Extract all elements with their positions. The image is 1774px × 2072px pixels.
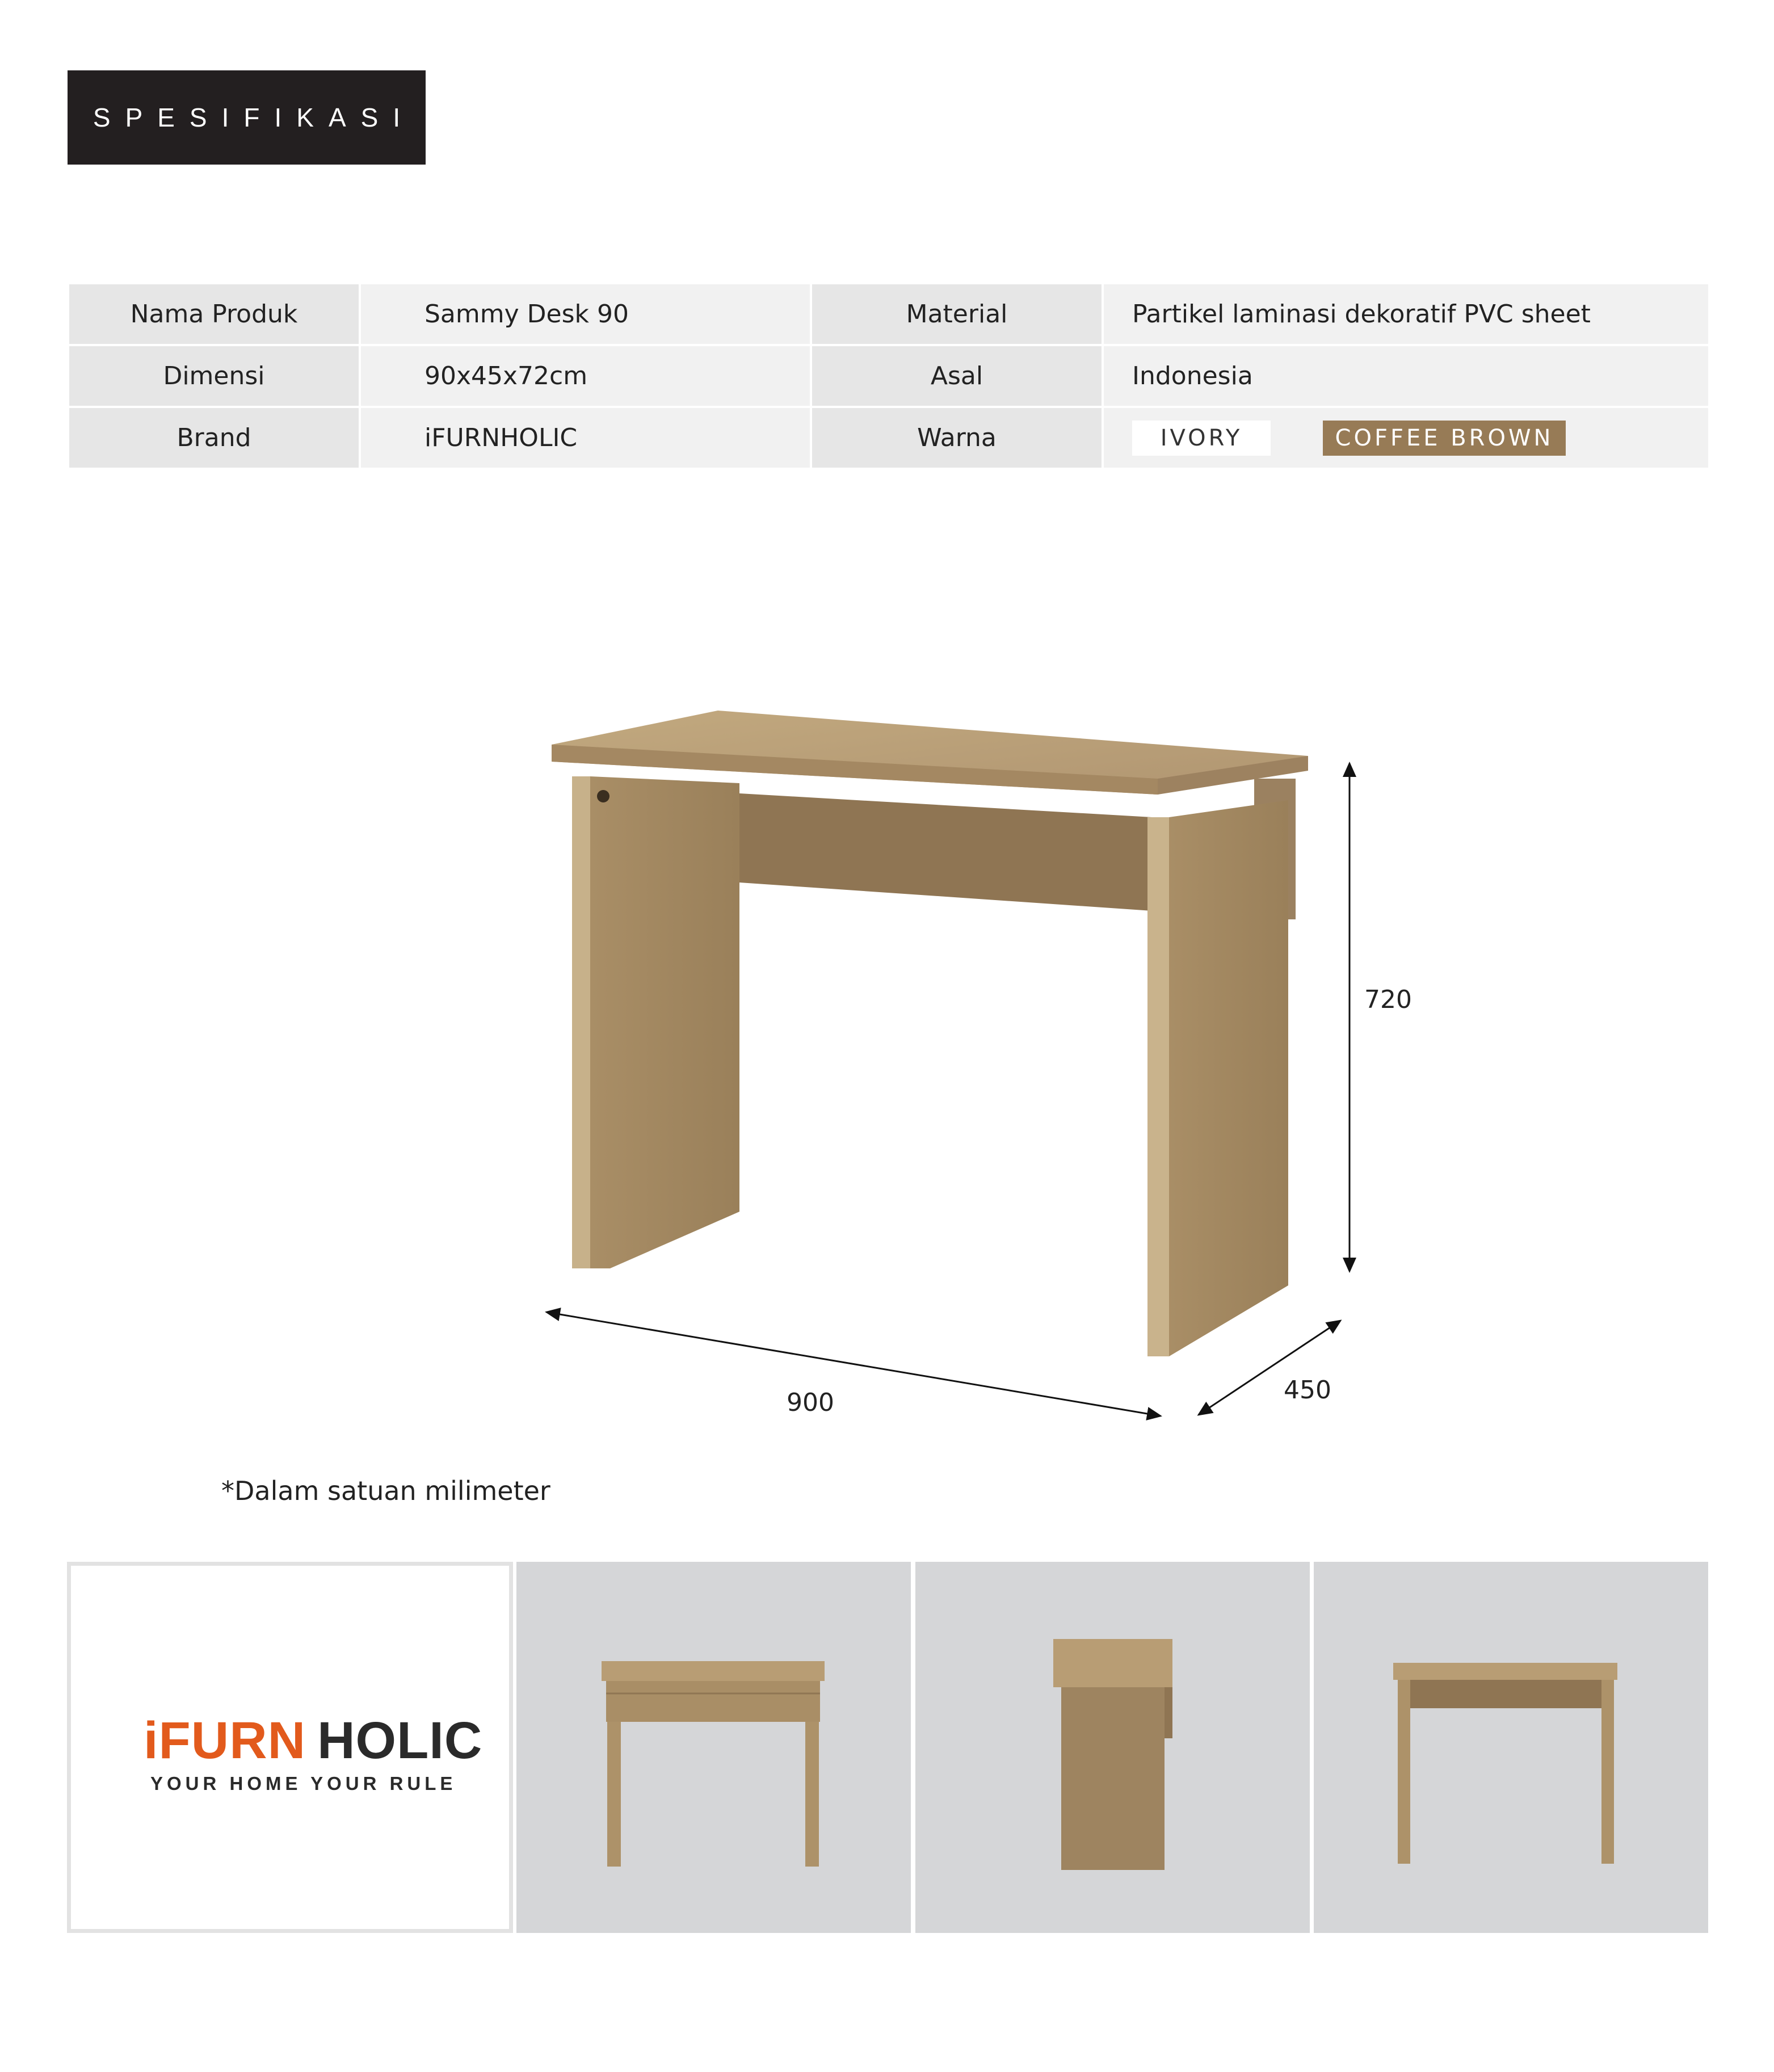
desk-back-image (1314, 1562, 1708, 1933)
spec-label: Warna (811, 407, 1103, 469)
brand-logo-panel (67, 1562, 513, 1933)
unit-note: *Dalam satuan milimeter (221, 1476, 550, 1506)
desk-dimension-drawing (511, 670, 1475, 1464)
spec-value: Indonesia (1103, 345, 1709, 407)
brand-logo-part-b: HOLIC (317, 1712, 483, 1770)
brand-tagline: YOUR HOME YOUR RULE (150, 1773, 457, 1794)
spec-label: Dimensi (68, 345, 360, 407)
desk-front-image (516, 1562, 911, 1933)
desk-illustration (552, 711, 1308, 1356)
color-options (1103, 407, 1709, 469)
width-dimension-arrow (547, 1312, 1161, 1416)
brand-logo (144, 1712, 483, 1770)
spec-label: Brand (68, 407, 360, 469)
height-dimension-label: 720 (1364, 985, 1412, 1014)
spec-table (67, 282, 1710, 470)
spec-header-badge (68, 70, 426, 165)
spec-label: Material (811, 283, 1103, 345)
desk-side-view (915, 1562, 1310, 1933)
desk-front-view (516, 1562, 911, 1933)
brand-logo-part-a: iFURN (144, 1712, 306, 1770)
spec-value: Sammy Desk 90 (360, 283, 811, 345)
depth-dimension-label: 450 (1284, 1376, 1331, 1405)
spec-label: Nama Produk (68, 283, 360, 345)
spec-header-title: SPESIFIKASI (93, 103, 415, 132)
spec-value: 90x45x72cm (360, 345, 811, 407)
color-swatch-coffee-brown[interactable]: COFFEE BROWN (1323, 421, 1566, 456)
desk-side-image (915, 1562, 1310, 1933)
width-dimension-label: 900 (787, 1388, 834, 1417)
desk-back-view (1314, 1562, 1708, 1933)
spec-label: Asal (811, 345, 1103, 407)
spec-value: Partikel laminasi dekoratif PVC sheet (1103, 283, 1709, 345)
desk-left-leg (590, 776, 739, 1268)
desk-modesty-panel (739, 793, 1152, 911)
spec-row (68, 407, 1709, 469)
color-swatch-ivory[interactable]: IVORY (1132, 421, 1271, 456)
spec-row (68, 283, 1709, 345)
desk-right-leg (1169, 800, 1288, 1356)
spec-value: iFURNHOLIC (360, 407, 811, 469)
spec-row (68, 345, 1709, 407)
